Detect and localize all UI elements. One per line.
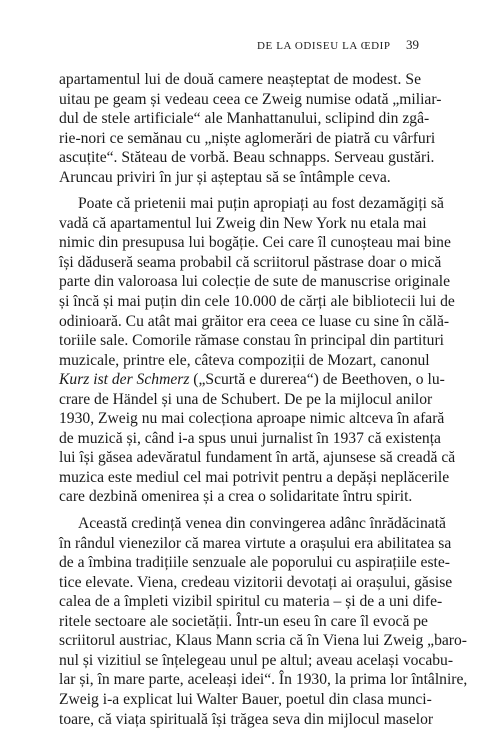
text-line — [59, 553, 450, 573]
text-line — [59, 351, 430, 371]
text-line — [59, 370, 445, 390]
text-segment: își dăduseră seama probabil că scriitorul păstrase doar o mică — [59, 253, 442, 271]
text-segment: scriitorul austriac, Klaus Mann scria că în Viena lui Zweig „baro- — [59, 632, 467, 650]
text-line — [59, 331, 444, 351]
text-line — [59, 233, 451, 253]
text-line — [59, 429, 441, 449]
text-segment: toriile sale. Comorile rămase constau în principal din partituri — [59, 332, 444, 350]
text-line — [59, 390, 433, 410]
text-line — [59, 194, 444, 214]
text-segment: ascuțite“. Stăteau de vorbă. Beau schnapps. Serveau gustări. — [59, 149, 435, 167]
text-segment: Zweig i-a explicat lui Walter Bauer, poetul din clasa munci- — [59, 690, 432, 708]
text-segment: toare, că viața spirituală își trăgea seva din mijlocul maselor — [59, 710, 434, 728]
running-head-title: DE LA ODISEU LA ŒDIP — [257, 40, 391, 52]
paragraph — [59, 514, 468, 729]
text-line — [59, 448, 456, 468]
text-line — [59, 109, 430, 129]
text-segment: de a îmbina tradițiile senzuale ale poporului cu aspirațiile este- — [59, 554, 450, 572]
text-segment: nul și vizitiul se înțelegeau unul pe altul; aveau același vocabu- — [59, 651, 454, 669]
text-segment: uitau pe geam și vedeau ceea ce Zweig numise odată „miliar- — [59, 90, 442, 108]
italic-title: Kurz ist der Schmerz — [59, 371, 190, 389]
text-line — [59, 214, 427, 234]
text-segment: nimic din presupusa lui bogăție. Cei care îl cunoșteau mai bine — [59, 234, 451, 252]
running-head — [257, 37, 419, 53]
text-line — [59, 651, 454, 671]
text-line — [59, 592, 443, 612]
text-segment: și încă și mai puțin din cele 10.000 de cărți ale bibliotecii lui de — [59, 293, 455, 311]
text-line — [59, 534, 452, 554]
text-segment: Aruncau priviri în jur și așteptau să se întâmple ceva. — [59, 168, 391, 186]
paragraph-gap — [59, 187, 421, 194]
text-line — [59, 148, 435, 168]
text-segment: 1930, Zweig nu mai colecționa aproape nimic altceva în afară — [59, 410, 445, 428]
text-line — [59, 710, 434, 730]
text-segment: muzica este mediul cel mai potrivit pentru a depăși neplăcerile — [59, 468, 450, 486]
text-line — [59, 487, 421, 507]
text-line — [59, 631, 467, 651]
text-segment: („Scurtă e durerea“) de Beethoven, o lu- — [189, 371, 445, 389]
text-line — [59, 690, 432, 710]
text-line — [59, 312, 450, 332]
text-line — [59, 573, 453, 593]
text-segment: crare de Händel și una de Schubert. De pe la mijlocul anilor — [59, 390, 433, 408]
paragraph — [59, 70, 442, 187]
text-segment: de muzică și, când i-a spus unui jurnalist în 1937 că existența — [59, 429, 441, 447]
text-segment: odinioară. Cu atât mai grăitor era ceea ce luase cu sine în călă- — [59, 312, 450, 330]
text-segment: ritele sectoare ale societății. Într-un eseu în care îl evocă pe — [59, 612, 428, 630]
text-segment: care dezbină omenirea și a crea o solidaritate întru spirit. — [59, 488, 413, 506]
text-segment: lar și, în mare parte, aceleași idei“. În 1930, la prima lor întâlnire, — [59, 671, 468, 689]
text-segment: dul de stele artificiale“ ale Manhattanului, sclipind din zgâ- — [59, 110, 430, 128]
text-segment: vadă că apartamentul lui Zweig din New York nu etala mai — [59, 214, 427, 232]
text-segment: parte din valoroasa lui colecție de sute de manuscrise originale — [59, 273, 450, 291]
text-line — [59, 272, 450, 292]
text-segment: lui își găsea adevăratul fundament în artă, ajunsese să creadă că — [59, 449, 456, 467]
text-line — [59, 70, 421, 90]
text-segment: apartamentul lui de două camere neașteptat de modest. Se — [59, 71, 421, 88]
text-line — [59, 90, 442, 110]
paragraph — [59, 194, 456, 507]
text-line — [59, 253, 442, 273]
page-number: 39 — [406, 37, 419, 52]
text-line — [59, 129, 436, 149]
text-line — [59, 168, 421, 188]
text-segment: Această credință venea din convingerea adânc înrădăcinată — [78, 515, 446, 533]
text-segment: Poate că prietenii mai puțin apropiați au fost dezamăgiți să — [78, 195, 444, 213]
text-segment: muzicale, printre ele, câteva compoziții de Mozart, canonul — [59, 351, 430, 369]
text-segment: tice elevate. Viena, credeau vizitorii devotați ai orașului, găsise — [59, 573, 453, 591]
body-text — [59, 70, 468, 729]
text-segment: în rândul vienezilor că marea virtute a orașului era abilitatea sa — [59, 534, 452, 552]
text-line — [59, 514, 446, 534]
text-line — [59, 612, 428, 632]
text-segment: calea de a împleti vizibil spiritul cu materia – și de a uni dife- — [59, 593, 443, 611]
text-segment: rie-nori ce semănau cu „niște aglomerări de piatră cu vârfuri — [59, 129, 436, 147]
text-line — [59, 292, 455, 312]
paragraph-gap — [59, 507, 421, 514]
text-line — [59, 468, 450, 488]
text-line — [59, 409, 445, 429]
text-line — [59, 670, 468, 690]
